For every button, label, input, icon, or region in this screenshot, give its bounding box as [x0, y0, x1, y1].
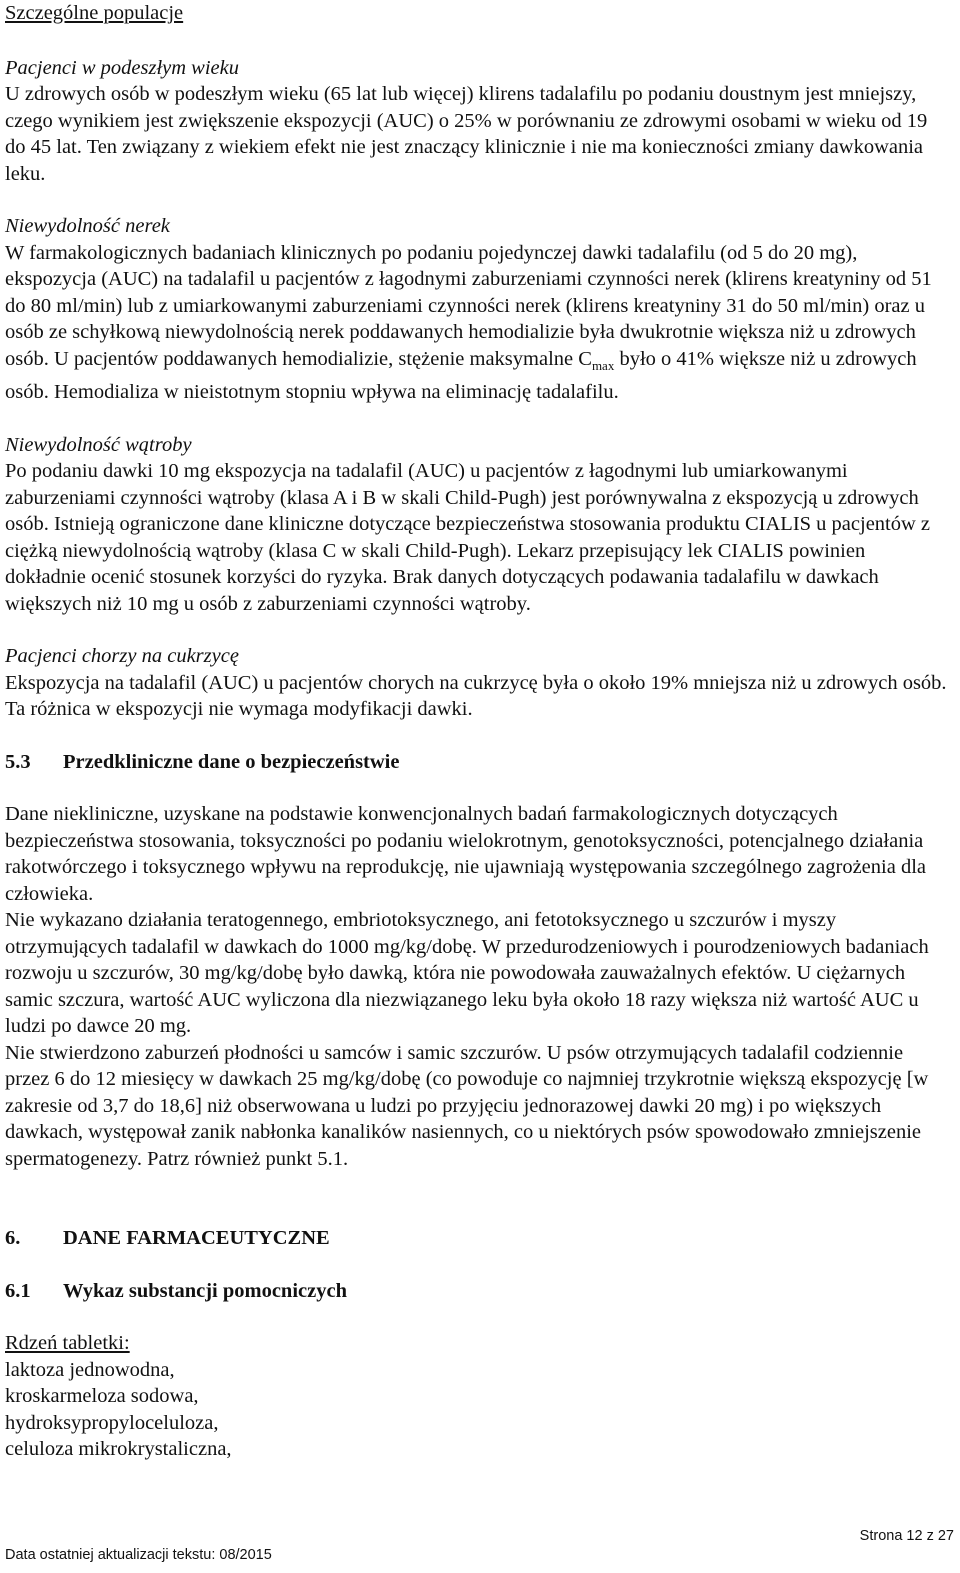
renal-subheading: Niewydolność nerek — [5, 215, 170, 237]
spacer — [5, 1252, 950, 1278]
spacer — [5, 617, 950, 643]
spacer — [5, 775, 950, 801]
elderly-paragraph: U zdrowych osób w podeszłym wieku (65 lat lub więcej) klirens tadalafilu po podaniu doustnym jest mniejszy, czego wynikiem jest zwiększenie ekspozycji (AUC) o 25% w porównaniu ze zdrowymi osobami w wieku od 19 do 45 lat. Ten związany z wiekiem efekt nie jest znaczący klinicznie i nie ma konieczności zmiany dawkowania leku. — [5, 83, 928, 185]
hepatic-subheading: Niewydolność wątroby — [5, 433, 192, 456]
section-title: Wykaz substancji pomocniczych — [63, 1279, 347, 1302]
section-number: 6. — [5, 1227, 21, 1250]
renal-text-end: było o 41% większe niż u zdrowych osób. Hemodializa w nieistotnym stopniu wpływa na eliminację tadalafilu. — [5, 347, 917, 404]
elderly-subheading: Pacjenci w podeszłym wieku — [5, 56, 239, 79]
section-title: Przedkliniczne dane o bezpieczeństwie — [63, 750, 400, 773]
spacer — [5, 406, 950, 432]
last-update-date: Data ostatniej aktualizacji tekstu: 08/2015 — [5, 1547, 272, 1563]
section-5-3-heading — [5, 749, 950, 776]
section-title: DANE FARMACEUTYCZNE — [63, 1227, 330, 1250]
cmax-subscript: max — [591, 357, 615, 373]
section-number: 6.1 — [5, 1279, 31, 1302]
spacer — [5, 1172, 950, 1225]
section-6-1-heading — [5, 1278, 950, 1305]
diabetes-subheading: Pacjenci chorzy na cukrzycę — [5, 645, 239, 668]
renal-paragraph — [5, 240, 950, 406]
special-populations-heading: Szczególne populacje — [5, 2, 184, 24]
excipient-item: laktoza jednowodna, — [5, 1358, 175, 1381]
hepatic-paragraph: Po podaniu dawki 10 mg ekspozycja na tadalafil (AUC) u pacjentów z łagodnymi lub umiarkowanymi zaburzeniami czynności wątroby (klasa A i B w skali Child-Pugh) jest porównywalna z ekspozycją u zdrowych osób. Istnieją ograniczone dane kliniczne dotyczące bezpieczeństwa stosowania produktu CIALIS u pacjentów z ciężką niewydolnością wątroby (klasa C w skali Child-Pugh). Lekarz przepisujący lek CIALIS powinien dokładnie ocenić stosunek korzyści do ryzyka. Brak danych dotyczących podawania tadalafilu w dawkach większych niż 10 mg u osób z zaburzeniami czynności wątroby. — [5, 460, 931, 615]
diabetes-paragraph: Ekspozycja na tadalafil (AUC) u pacjentów chorych na cukrzycę była o około 19% mniejsza niż u zdrowych osób. Ta różnica w ekspozycji nie wymaga modyfikacji dawki. — [5, 671, 947, 721]
excipient-item: celuloza mikrokrystaliczna, — [5, 1438, 232, 1461]
excipient-item: hydroksypropyloceluloza, — [5, 1411, 219, 1434]
preclinical-paragraph: Nie stwierdzono zaburzeń płodności u samców i samic szczurów. U psów otrzymujących tadalafil codziennie przez 6 do 12 miesięcy w dawkach 25 mg/kg/dobę (co powoduje co najmniej trzykrotnie większą ekspozycję [w zakresie od 3,7 do 18,6] niż obserwowana u ludzi po przyjęciu jednorazowej dawki 20 mg) i po większych dawkach, występował zanik nabłonka kanalików nasiennych, co u niektórych psów spowodowało zmniejszenie spermatogenezy. Patrz również punkt 5.1. — [5, 1041, 929, 1170]
page-number: Strona 12 z 27 — [859, 1528, 954, 1544]
document-page — [5, 0, 950, 1463]
section-number: 5.3 — [5, 750, 31, 773]
preclinical-paragraph: Nie wykazano działania teratogennego, embriotoksycznego, ani fetotoksycznego u szczurów i myszy otrzymujących tadalafil w dawkach do 1000 mg/kg/dobę. W przedurodzeniowych i pourodzeniowych badaniach rozwoju u szczurów, 30 mg/kg/dobę było dawką, która nie powodowała zauważalnych efektów. U ciężarnych samic szczura, wartość AUC wyliczona dla niezwiązanego leku była około 18 razy większa niż wartość AUC u ludzi po dawce 20 mg. — [5, 909, 929, 1038]
renal-text-start: W farmakologicznych badaniach klinicznych po podaniu pojedynczej dawki tadalafilu (od 5 do 20 mg), ekspozycja (AUC) na tadalafil u pacjentów z łagodnymi zaburzeniami czynności nerek (klirens kreatyniny od 51 do 80 ml/min) lub z umiarkowanymi zaburzeniami czynności nerek (klirens kreatyniny 31 do 50 ml/min) oraz u osób ze schyłkową niewydolnością nerek poddawanych hemodializie była dwukrotnie większa niż u zdrowych osób. U pacjentów poddawanych hemodializie, stężenie maksymalne C — [5, 241, 932, 370]
spacer — [5, 723, 950, 749]
spacer — [5, 187, 950, 213]
excipient-item: kroskarmeloza sodowa, — [5, 1385, 199, 1408]
tablet-core-label: Rdzeń tabletki: — [5, 1332, 130, 1355]
spacer — [5, 27, 950, 55]
spacer — [5, 1304, 950, 1330]
section-6-heading — [5, 1225, 950, 1252]
preclinical-paragraph: Dane niekliniczne, uzyskane na podstawie konwencjonalnych badań farmakologicznych dotyczących bezpieczeństwa stosowania, toksyczności po podaniu wielokrotnym, genotoksyczności, potencjalnego działania rakotwórczego i toksycznego wpływu na reprodukcję, nie ujawniają występowania szczególnego zagrożenia dla człowieka. — [5, 803, 926, 905]
